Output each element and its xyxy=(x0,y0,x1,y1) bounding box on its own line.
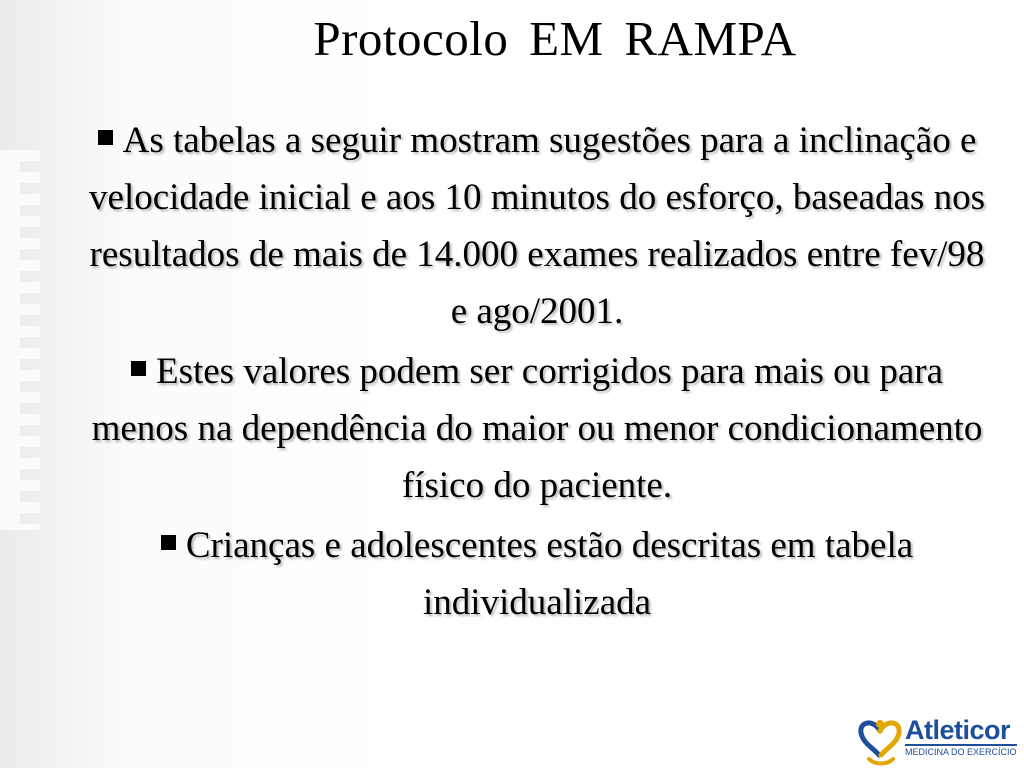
background-pattern xyxy=(0,150,40,530)
bullet-item xyxy=(86,517,988,631)
bullet-list xyxy=(86,112,988,634)
bullet-item xyxy=(86,112,988,340)
atleticor-logo xyxy=(853,713,1024,768)
bullet-item xyxy=(86,343,988,514)
slide-title: Protocolo EM RAMPA xyxy=(313,11,797,66)
logo-name: Atleticor xyxy=(905,715,1011,745)
bullet-text: Estes valores podem ser corrigidos para mais ou para menos na dependência do maior ou menor condicionamento físico do paciente. xyxy=(91,351,983,506)
bullet-text: As tabelas a seguir mostram sugestões para a inclinação e velocidade inicial e aos 10 minutos do esforço, baseadas nos resultados de mais de 14.000 exames realizados entre fev/98 e ago/2001. xyxy=(89,120,985,332)
logo-tagline: MEDICINA DO EXERCÍCIO xyxy=(905,744,1017,758)
bullet-text: Crianças e adolescentes estão descritas em tabela individualizada xyxy=(185,525,914,623)
square-bullet-icon xyxy=(161,535,176,550)
heart-figure-icon xyxy=(855,715,905,768)
square-bullet-icon xyxy=(98,130,113,145)
square-bullet-icon xyxy=(131,361,146,376)
